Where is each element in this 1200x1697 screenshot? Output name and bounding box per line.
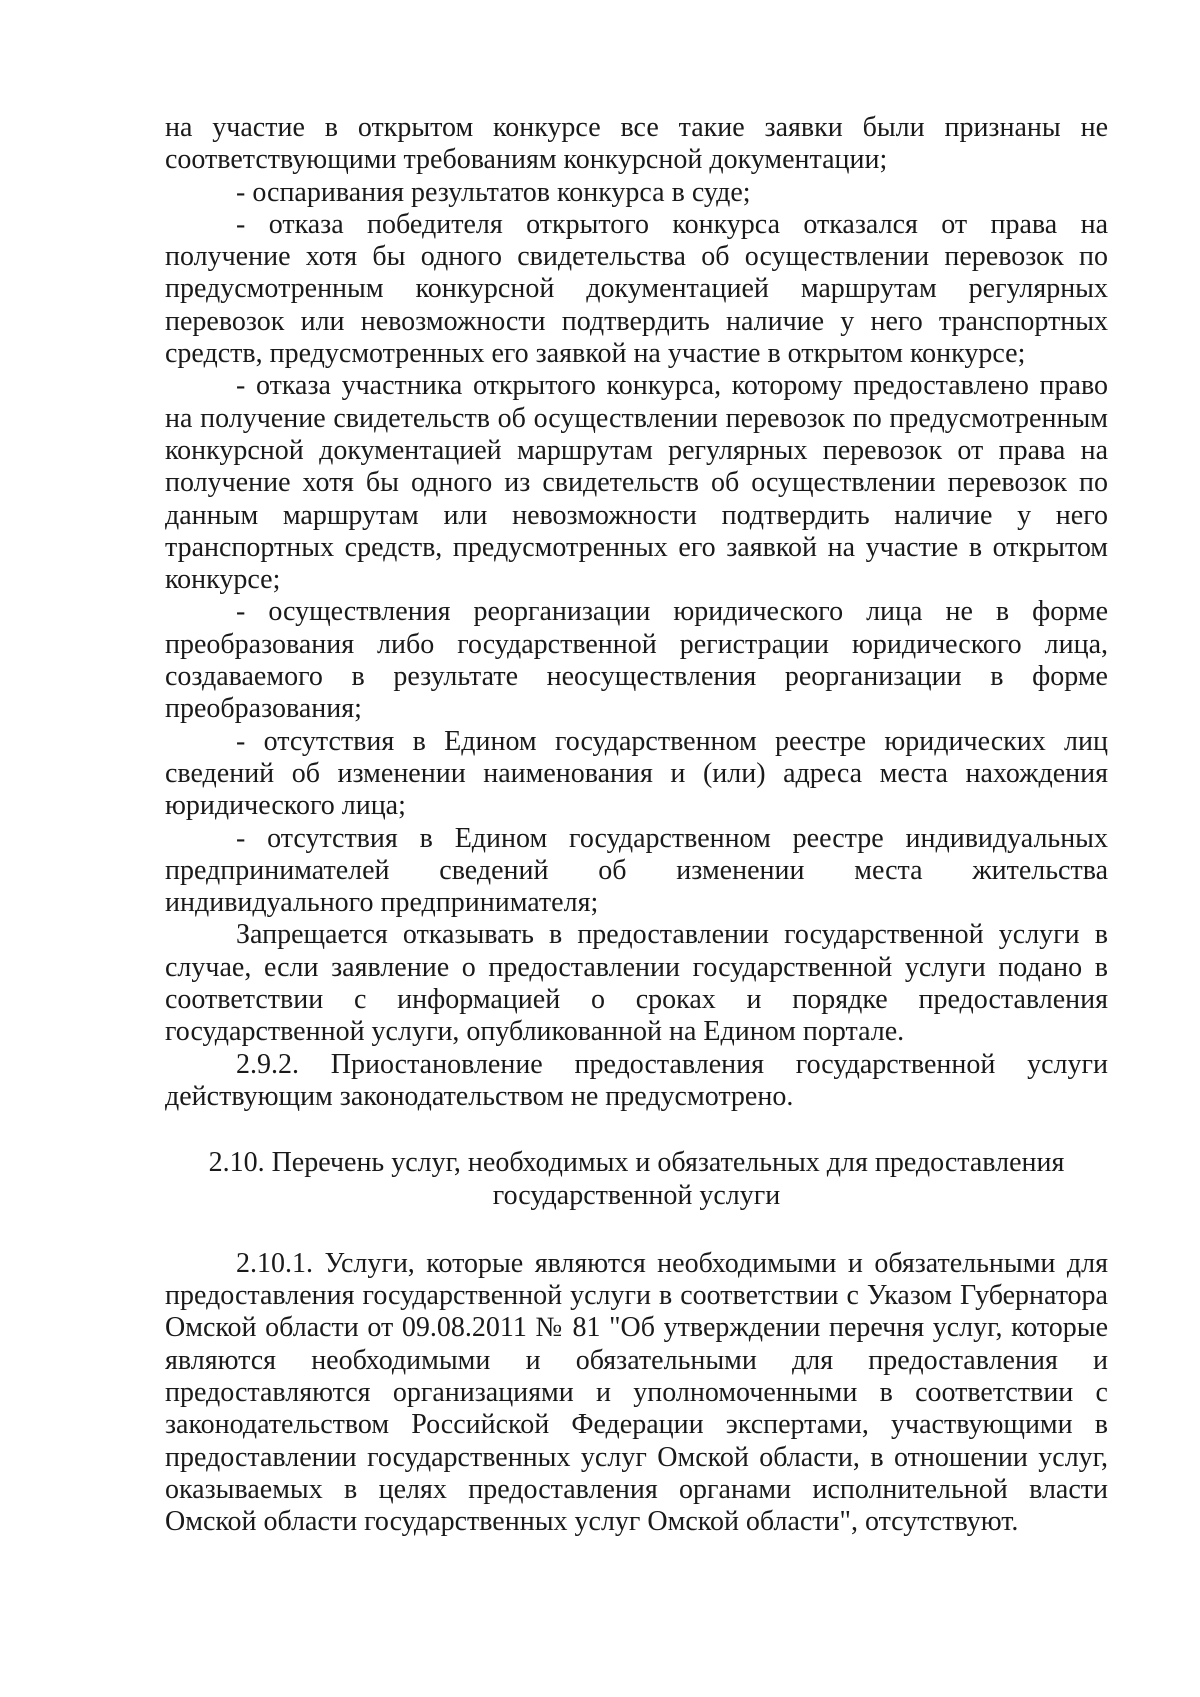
paragraph-continuation: на участие в открытом конкурсе все такие заявки были признаны не соответствующими требованиям конкурсной документации; bbox=[165, 112, 1108, 176]
paragraph-clause-2-10-1: 2.10.1. Услуги, которые являются необходимыми и обязательными для предоставления государственной услуги в соответствии с Указом Губернатора Омской области от 09.08.2011 № 81 "Об утверждении перечня услуг, которые являются необходимыми и обязательными для предоставления и предоставляются организациями и уполномоченными в соответствии с законодательством Российской Федерации экспертами, участвующими в предоставлении государственных услуг Омской области, в отношении услуг, оказываемых в целях предоставления органами исполнительной власти Омской области государственных услуг Омской области", отсутствуют. bbox=[165, 1247, 1108, 1538]
paragraph-item: - отсутствия в Едином государственном реестре индивидуальных предпринимателей сведений об изменении места жительства индивидуального предпринимателя; bbox=[165, 822, 1108, 919]
section-heading bbox=[165, 1147, 1108, 1212]
paragraph-item: - отказа победителя открытого конкурса отказался от права на получение хотя бы одного свидетельства об осуществлении перевозок по предусмотренным конкурсной документацией маршрутам регулярных перевозок или невозможности подтвердить наличие у него транспортных средств, предусмотренных его заявкой на участие в открытом конкурсе; bbox=[165, 208, 1108, 370]
paragraph-item: - отсутствия в Едином государственном реестре юридических лиц сведений об изменении наименования и (или) адреса места нахождения юридического лица; bbox=[165, 725, 1108, 822]
paragraph-item: - оспаривания результатов конкурса в суде; bbox=[236, 176, 751, 208]
section-heading-line-2: государственной услуги bbox=[492, 1179, 781, 1211]
document-body bbox=[165, 112, 1108, 1538]
paragraph-item: - отказа участника открытого конкурса, которому предоставлено право на получение свидетельств об осуществлении перевозок по предусмотренным конкурсной документацией маршрутам регулярных перевозок от права на получение хотя бы одного из свидетельств об осуществлении перевозок по данным маршрутам или невозможности подтвердить наличие у него транспортных средств, предусмотренных его заявкой на участие в открытом конкурсе; bbox=[165, 370, 1108, 596]
paragraph-item: - осуществления реорганизации юридического лица не в форме преобразования либо государственной регистрации юридического лица, создаваемого в результате неосуществления реорганизации в форме преобразования; bbox=[165, 596, 1108, 725]
paragraph-prohibition: Запрещается отказывать в предоставлении государственной услуги в случае, если заявление о предоставлении государственной услуги подано в соответствии с информацией о сроках и порядке предоставления государственной услуги, опубликованной на Едином портале. bbox=[165, 919, 1108, 1048]
paragraph-clause-2-9-2: 2.9.2. Приостановление предоставления государственной услуги действующим законодательством не предусмотрено. bbox=[165, 1048, 1108, 1112]
section-heading-line-1: 2.10. Перечень услуг, необходимых и обязательных для предоставления bbox=[208, 1147, 1065, 1179]
